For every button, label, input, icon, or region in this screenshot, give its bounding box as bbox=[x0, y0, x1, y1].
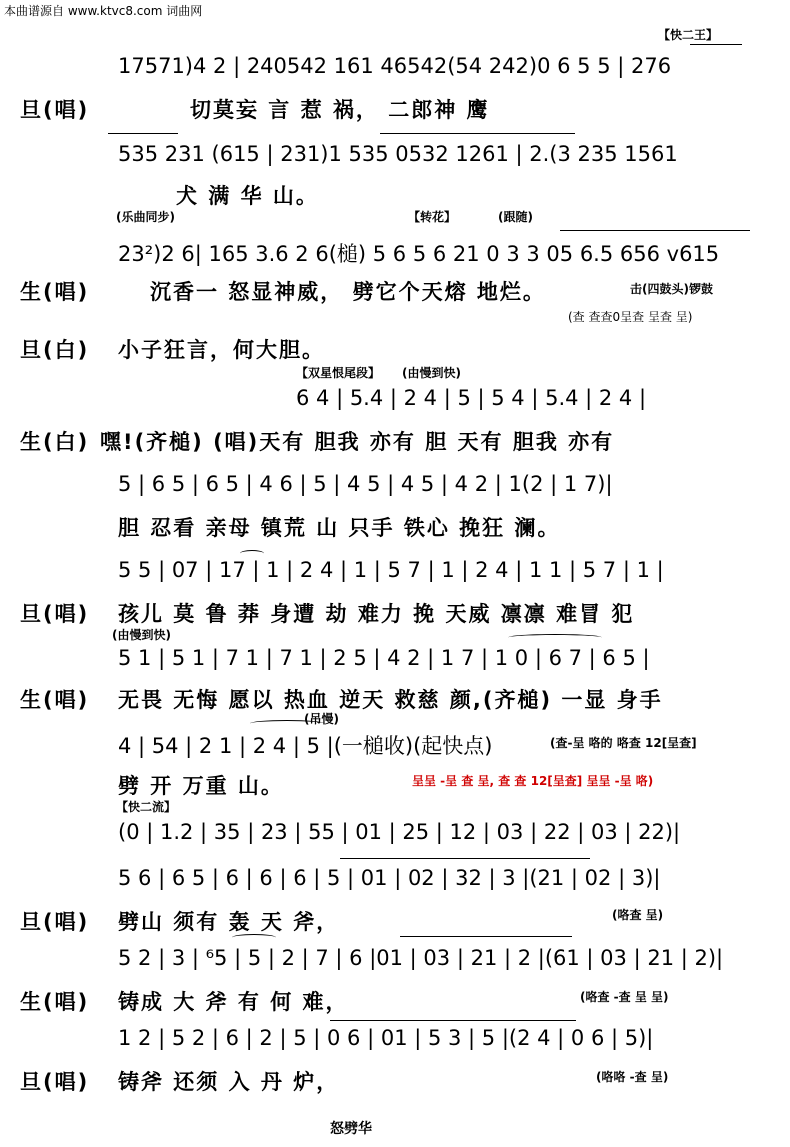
percussion-pattern-3: (查 查查0呈查 呈查 呈) bbox=[568, 310, 693, 324]
label-zhuanhua: 【转花】 bbox=[408, 210, 457, 224]
percussion-cue-3: 击(四鼓头)锣鼓 bbox=[630, 282, 713, 296]
role-label-7: 旦(唱) bbox=[20, 602, 90, 626]
notation-row-11: 5 6 | 6 5 | 6 | 6 | 6 | 5 | 01 | 02 | 32 | 3 |(21 | 02 | 3)| bbox=[118, 866, 661, 890]
section-label-kuai-er-wang: 【快二王】 bbox=[658, 28, 719, 42]
notation-row-7: 5 5 | 07 | 17 | 1 | 2 4 | 1 | 5 7 | 1 | 2 4 | 1 1 | 5 7 | 1 | bbox=[118, 558, 664, 582]
beam-row-3 bbox=[560, 230, 750, 231]
percussion-pattern-13: (咯咯 -查 呈) bbox=[596, 1070, 669, 1084]
page-footer-title: 怒劈华 bbox=[330, 1121, 372, 1137]
notation-row-8: 5 1 | 5 1 | 7 1 | 7 1 | 2 5 | 4 2 | 1 7 | 1 0 | 6 7 | 6 5 | bbox=[118, 646, 650, 670]
role-label-13: 旦(唱) bbox=[20, 1070, 90, 1094]
role-label-4: 旦(白) bbox=[20, 338, 90, 362]
lyric-row-3: 沉香一 怒显神威， 劈它个天熔 地烂。 bbox=[150, 280, 546, 304]
label-youman-daokuai: (由慢到快) bbox=[402, 366, 461, 380]
role-label-1: 旦(唱) bbox=[20, 98, 90, 122]
label-gensui: (跟随) bbox=[498, 210, 533, 224]
role-label-8: 生(唱) bbox=[20, 688, 90, 712]
lyric-row-11: 劈山 须有 轰 天 斧， bbox=[118, 910, 340, 934]
lyric-row-9: 劈 开 万重 山。 bbox=[118, 774, 284, 798]
lyric-row-5: 嘿!(齐槌) (唱)天有 胆我 亦有 胆 天有 胆我 亦有 bbox=[100, 430, 615, 454]
site-name: 本曲谱源自 bbox=[4, 4, 65, 18]
label-youman-daokuai-2: (由慢到快) bbox=[112, 628, 171, 642]
role-label-11: 旦(唱) bbox=[20, 910, 90, 934]
site-label: 词曲网 bbox=[166, 4, 203, 18]
beam-row-2b bbox=[380, 133, 575, 134]
role-label-3: 生(唱) bbox=[20, 280, 90, 304]
label-yuequ-tongbu: (乐曲同步) bbox=[116, 210, 175, 224]
percussion-pattern-9a: (查-呈 咯的 咯查 12[呈查] bbox=[550, 736, 697, 750]
slur-row-8 bbox=[508, 634, 602, 641]
slur-row-7 bbox=[240, 550, 264, 557]
notation-row-10: (0 | 1.2 | 35 | 23 | 55 | 01 | 25 | 12 | 03 | 22 | 03 | 22)| bbox=[118, 820, 681, 844]
notation-row-9: 4 | 54 | 2 1 | 2 4 | 5 |(一槌收)(起快点) bbox=[118, 734, 493, 758]
beam-row-2 bbox=[108, 133, 178, 134]
role-label-5: 生(白) bbox=[20, 430, 90, 454]
lyric-row-8: 无畏 无悔 愿以 热血 逆天 救慈 颜,(齐槌) 一显 身手 bbox=[118, 688, 663, 712]
percussion-pattern-11: (咯查 呈) bbox=[612, 908, 664, 922]
notation-row-6: 5 | 6 5 | 6 5 | 4 6 | 5 | 4 5 | 4 5 | 4 2 | 1(2 | 1 7)| bbox=[118, 472, 613, 496]
beam-row-13 bbox=[330, 1020, 576, 1021]
role-label-12: 生(唱) bbox=[20, 990, 90, 1014]
slur-row-9 bbox=[250, 720, 324, 727]
notation-row-2: 535 231 (615 | 231)1 535 0532 1261 | 2.(3 235 1561 bbox=[118, 142, 678, 166]
label-kuai-er-liu: 【快二流】 bbox=[116, 800, 177, 814]
lyric-row-4: 小子狂言，何大胆。 bbox=[118, 338, 325, 362]
percussion-pattern-9b: 呈呈 -呈 查 呈, 查 查 12[呈查] 呈呈 -呈 咯) bbox=[412, 774, 654, 788]
site-header bbox=[4, 2, 202, 19]
label-diaoman: (吊慢) bbox=[304, 712, 339, 726]
notation-row-5: 6 4 | 5.4 | 2 4 | 5 | 5 4 | 5.4 | 2 4 | bbox=[296, 386, 647, 410]
lyric-row-7: 孩儿 莫 鲁 莽 身遭 劫 难力 挽 天威 凛凛 难冒 犯 bbox=[118, 602, 635, 626]
percussion-pattern-12: (咯查 -查 呈 呈) bbox=[580, 990, 669, 1004]
notation-row-12: 5 2 | 3 | ⁶5 | 5 | 2 | 7 | 6 |01 | 03 | 21 | 2 |(61 | 03 | 21 | 2)| bbox=[118, 946, 724, 970]
notation-row-13: 1 2 | 5 2 | 6 | 2 | 5 | 0 6 | 01 | 5 3 | 5 |(2 4 | 0 6 | 5)| bbox=[118, 1026, 654, 1050]
lyric-row-1: 切莫妄 言 惹 祸， 二郎神 鹰 bbox=[190, 98, 490, 122]
notation-row-1: 17571)4 2 | 240542 161 46542(54 242)0 6 5 5 | 276 bbox=[118, 54, 672, 78]
notation-row-3: 23²)2 6| 165 3.6 2 6(槌) 5 6 5 6 21 0 3 3 05 6.5 656 v615 bbox=[118, 242, 720, 266]
lyric-row-13: 铸斧 还须 入 丹 炉， bbox=[118, 1070, 340, 1094]
site-url[interactable]: www.ktvc8.com bbox=[67, 4, 163, 18]
lyric-row-2: 犬 满 华 山。 bbox=[176, 184, 319, 208]
slur-row-12 bbox=[232, 934, 276, 941]
label-shuangxing: 【双星恨尾段】 bbox=[296, 366, 381, 380]
beam-row-12 bbox=[400, 936, 572, 937]
label-rule bbox=[690, 44, 742, 45]
lyric-row-6: 胆 忍看 亲母 镇荒 山 只手 铁心 挽狂 澜。 bbox=[118, 516, 561, 540]
beam-row-11 bbox=[340, 858, 590, 859]
lyric-row-12: 铸成 大 斧 有 何 难， bbox=[118, 990, 349, 1014]
